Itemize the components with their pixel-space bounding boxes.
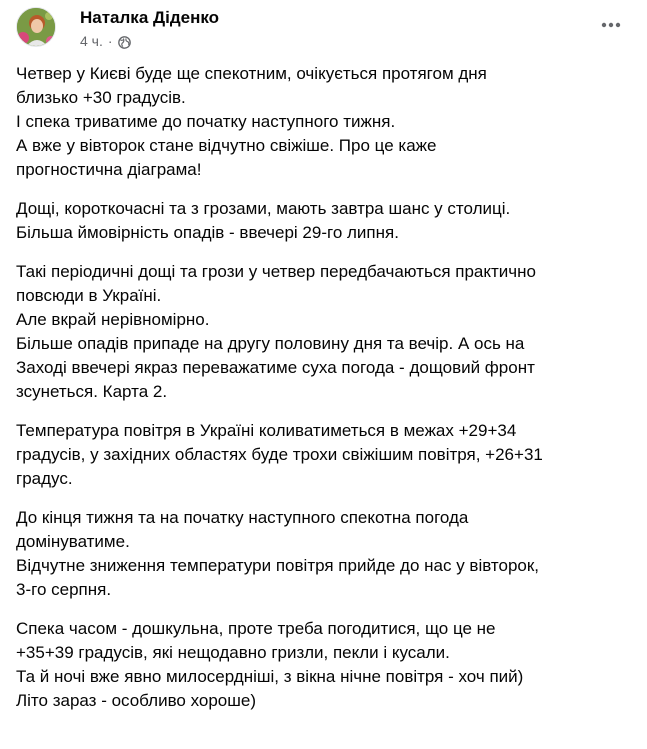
paragraph [16,506,631,602]
text-line: Більша ймовірність опадів - ввечері 29-го липня. [16,223,399,242]
paragraph [16,62,631,182]
meta-separator: · [107,33,113,49]
text-line: повсюди в Україні. [16,286,162,305]
text-line: Та й ночі вже явно милосердніші, з вікна нічне повітря - хоч пий) [16,667,524,686]
text-line: градусів, у західних областях буде трохи свіжішим повітря, +26+31 [16,445,543,464]
text-line: До кінця тижня та на початку наступного спекотна погода [16,508,469,527]
post-header [16,7,631,53]
text-line: близько +30 градусів. [16,88,186,107]
author-name[interactable]: Наталка Діденко [80,8,220,27]
paragraph [16,197,631,245]
text-line: Спека часом - дошкульна, проте треба погодитися, що це не [16,619,496,638]
text-line: А вже у вівторок стане відчутно свіжіше. Про це каже [16,136,437,155]
text-line: Але вкрай нерівномірно. [16,310,210,329]
post-text [16,62,631,728]
text-line: +35+39 градусів, які нещодавно гризли, пекли і кусали. [16,643,450,662]
globe-icon[interactable] [118,35,131,48]
text-line: прогностична діаграма! [16,160,202,179]
text-line: Такі періодичні дощі та грози у четвер передбачаються практично [16,262,536,281]
avatar[interactable] [16,7,56,47]
post-timestamp[interactable]: 4 ч. [80,33,103,49]
more-horizontal-icon [601,22,621,28]
text-line: Дощі, короткочасні та з грозами, мають завтра шанс у столиці. [16,199,511,218]
text-line: Четвер у Києві буде ще спекотним, очікується протягом дня [16,64,487,83]
text-line: Заході ввечері якраз переважатиме суха погода - дощовий фронт [16,358,535,377]
paragraph [16,260,631,404]
text-line: Температура повітря в Україні коливатиметься в межах +29+34 [16,421,517,440]
text-line: Відчутне зниження температури повітря прийде до нас у вівторок, [16,556,540,575]
text-line: 3-го серпня. [16,580,112,599]
text-line: зсунеться. Карта 2. [16,382,168,401]
text-line: Більше опадів припаде на другу половину дня та вечір. А ось на [16,334,525,353]
text-line: І спека триватиме до початку наступного тижня. [16,112,396,131]
text-line: градус. [16,469,73,488]
avatar-photo [17,8,56,47]
paragraph [16,617,631,713]
text-line: Літо зараз - особливо хороше) [16,691,257,710]
post-meta [80,32,131,50]
more-options-button[interactable] [597,11,625,39]
text-line: домінуватиме. [16,532,130,551]
paragraph [16,419,631,491]
